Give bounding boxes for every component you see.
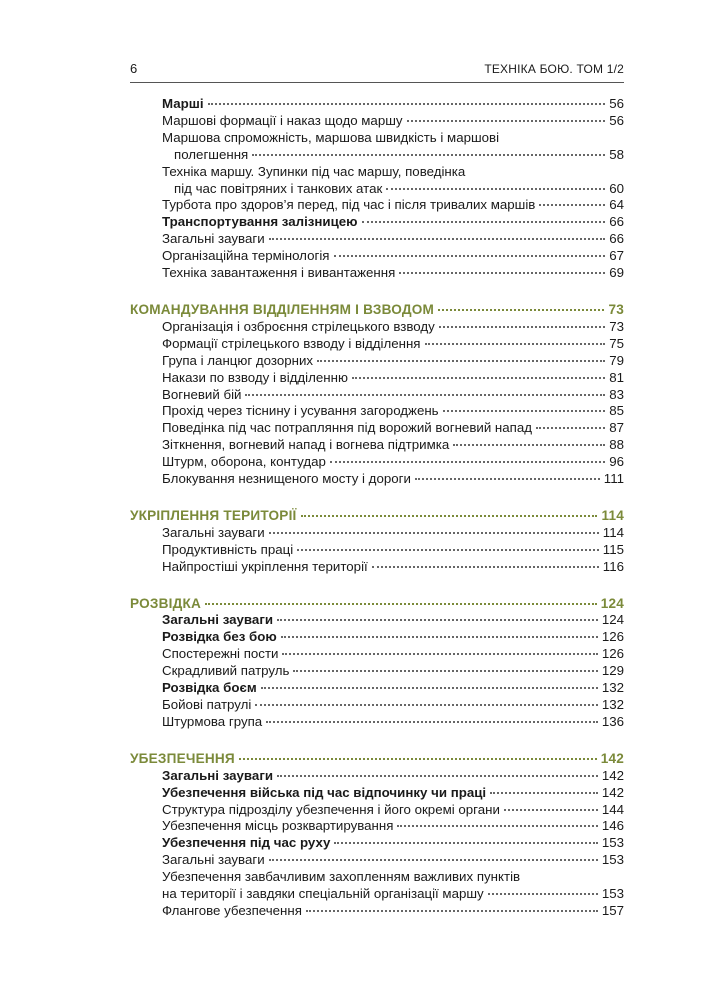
toc-entry-title: Штурм, оборона, контудар — [162, 454, 326, 470]
toc-entry — [130, 680, 624, 697]
toc-entry — [130, 852, 624, 869]
toc-entry-page: 79 — [609, 352, 624, 368]
toc-entry — [130, 768, 624, 785]
toc-entry-page: 60 — [609, 180, 624, 196]
leader-dots — [407, 119, 606, 122]
toc-entry-title: Турбота про здоров’я перед, під час і після тривалих маршів — [162, 197, 536, 213]
toc-entry-page: 56 — [609, 96, 624, 111]
toc-entry-page: 132 — [601, 697, 624, 712]
leader-dots — [255, 703, 597, 706]
leader-dots — [317, 359, 605, 362]
toc-entry-page: 75 — [609, 335, 624, 351]
toc-section — [130, 596, 624, 731]
toc-entry-page: 124 — [601, 612, 624, 628]
leader-dots — [397, 824, 597, 827]
toc-entry-title: Розвідка боєм — [162, 680, 257, 696]
toc-entry-page: 129 — [601, 663, 624, 679]
leader-dots — [266, 720, 598, 723]
toc-entry-page: 126 — [601, 646, 624, 662]
toc-entry-title: Найпростіші укріплення території — [162, 558, 368, 574]
toc-entry-title: Загальні зауваги — [162, 231, 265, 247]
toc-entry-title: Продуктивність праці — [162, 541, 294, 557]
toc-entry — [130, 663, 624, 680]
leader-dots — [239, 757, 597, 760]
toc-entry — [130, 353, 624, 370]
toc-entry-page: 73 — [609, 318, 624, 334]
toc-entry-page: 144 — [601, 801, 624, 817]
toc-entry-title: Флангове убезпечення — [162, 902, 302, 918]
toc-entry-title: Загальні зауваги — [162, 612, 274, 628]
toc-entry-title: Загальні зауваги — [162, 767, 274, 783]
toc-entry-title: Формації стрілецького взводу і відділення — [162, 335, 421, 351]
chapter-heading-title: КОМАНДУВАННЯ ВІДДІЛЕННЯМ І ВЗВОДОМ — [130, 301, 435, 317]
toc-entry — [130, 612, 624, 629]
toc-entry-title: Техніка завантаження і вивантаження — [162, 265, 396, 281]
toc-entry-title: Убезпечення війська під час відпочинку чи праці — [162, 784, 487, 800]
toc-entry-page: 66 — [609, 231, 624, 247]
leader-dots — [372, 565, 599, 568]
leader-dots — [438, 308, 604, 311]
toc-entry — [130, 542, 624, 559]
chapter-heading — [130, 751, 624, 768]
leader-dots — [301, 514, 598, 517]
leader-dots — [453, 443, 605, 446]
toc-entry-title: Накази по взводу і відділенню — [162, 369, 348, 385]
toc-entry — [130, 319, 624, 336]
toc-entry — [130, 437, 624, 454]
leader-dots — [277, 618, 598, 621]
toc-entry-page: 69 — [609, 265, 624, 281]
leader-dots — [362, 220, 606, 223]
toc-entry-page: 56 — [609, 112, 624, 128]
leader-dots — [205, 602, 597, 605]
toc-entry-title: Зіткнення, вогневий напад і вогнева підтримка — [162, 437, 450, 453]
toc-entry-title: Маршові формації і наказ щодо маршу — [162, 112, 403, 128]
toc-entry — [130, 265, 624, 282]
toc-section — [130, 508, 624, 576]
toc-entry-line: Маршова спроможність, маршова швидкість і маршові — [162, 129, 500, 145]
toc-entry — [130, 802, 624, 819]
table-of-contents — [130, 96, 624, 940]
toc-entry — [130, 629, 624, 646]
toc-entry-title: Штурмова група — [162, 713, 263, 729]
toc-entry — [130, 869, 624, 903]
toc-entry — [130, 387, 624, 404]
toc-section — [130, 96, 624, 282]
leader-dots — [281, 635, 598, 638]
leader-dots — [277, 774, 598, 777]
toc-entry-title: Бойові патрулі — [162, 697, 252, 712]
toc-section — [130, 751, 624, 920]
toc-entry — [130, 147, 624, 164]
toc-entry-title: полегшення — [174, 146, 249, 162]
toc-entry-page: 58 — [609, 146, 624, 162]
leader-dots — [297, 548, 599, 551]
toc-entry-page: 111 — [603, 471, 624, 487]
toc-entry — [130, 454, 624, 471]
toc-entry-title: Структура підрозділу убезпечення і його окремі органи — [162, 801, 500, 817]
toc-entry-title: Транспортування залізницею — [162, 214, 358, 230]
leader-dots — [330, 460, 605, 463]
toc-entry-title: Поведінка під час потрапляння під ворожий вогневий напад — [162, 420, 533, 436]
leader-dots — [269, 237, 606, 240]
leader-dots — [306, 909, 598, 912]
toc-entry-page: 142 — [601, 767, 624, 783]
toc-entry-title: Організаційна термінологія — [162, 248, 330, 264]
toc-entry-page: 153 — [601, 835, 624, 851]
leader-dots — [208, 102, 606, 105]
toc-entry-page: 64 — [609, 197, 624, 213]
toc-entry — [130, 886, 624, 903]
toc-entry-page: 85 — [609, 403, 624, 419]
toc-entry-page: 67 — [609, 248, 624, 264]
toc-entry-title: на території і завдяки спеціальній організації маршу — [162, 886, 484, 902]
toc-entry-line: Убезпечення завбачливим захопленням важливих пунктів — [162, 869, 521, 885]
toc-entry — [130, 197, 624, 214]
toc-entry-title: Убезпечення місць розквартирування — [162, 818, 394, 834]
toc-entry — [130, 164, 624, 198]
leader-dots — [399, 271, 605, 274]
toc-entry-page: 146 — [601, 818, 624, 834]
chapter-heading-page: 114 — [601, 507, 624, 523]
toc-entry-title: Загальні зауваги — [162, 852, 265, 868]
leader-dots — [443, 409, 606, 412]
toc-entry — [130, 113, 624, 130]
toc-entry-page: 132 — [601, 680, 624, 696]
leader-dots — [269, 531, 599, 534]
chapter-heading-page: 142 — [600, 750, 624, 766]
chapter-heading-title: РОЗВІДКА — [130, 595, 201, 611]
toc-entry — [130, 785, 624, 802]
toc-entry — [130, 525, 624, 542]
leader-dots — [386, 187, 605, 190]
toc-entry-title: під час повітряних і танкових атак — [174, 180, 383, 196]
leader-dots — [504, 808, 598, 811]
toc-entry — [130, 697, 624, 714]
toc-entry-page: 87 — [609, 420, 624, 436]
toc-entry-title: Убезпечення під час руху — [162, 835, 331, 851]
toc-entry-page: 116 — [602, 558, 624, 574]
toc-entry-page: 153 — [601, 852, 624, 868]
toc-entry-page: 88 — [609, 437, 624, 453]
toc-entry-title: Прохід через тіснину і усування загороджень — [162, 403, 439, 419]
page-number: 6 — [130, 61, 138, 76]
toc-entry — [130, 471, 624, 488]
chapter-heading-title: УКРІПЛЕННЯ ТЕРИТОРІЇ — [130, 507, 297, 523]
leader-dots — [293, 669, 597, 672]
toc-entry — [130, 646, 624, 663]
toc-entry — [130, 903, 624, 920]
leader-dots — [334, 254, 606, 257]
toc-section — [130, 302, 624, 488]
leader-dots — [415, 477, 600, 480]
leader-dots — [488, 892, 598, 895]
leader-dots — [536, 426, 605, 429]
leader-dots — [425, 342, 606, 345]
chapter-heading — [130, 302, 624, 319]
leader-dots — [334, 841, 597, 844]
toc-entry-title: Організація і озброєння стрілецького взводу — [162, 318, 435, 334]
toc-entry — [130, 214, 624, 231]
toc-entry — [130, 835, 624, 852]
toc-entry — [130, 714, 624, 731]
toc-entry — [130, 403, 624, 420]
toc-entry — [130, 231, 624, 248]
running-title: ТЕХНІКА БОЮ. ТОМ 1/2 — [484, 62, 624, 76]
leader-dots — [352, 376, 605, 379]
toc-entry-title: Блокування незнищеного мосту і дороги — [162, 471, 411, 487]
leader-dots — [252, 153, 605, 156]
toc-entry-page: 66 — [609, 214, 624, 230]
toc-entry-page: 114 — [602, 524, 624, 540]
chapter-heading — [130, 596, 624, 613]
toc-entry-title: Спостережні пости — [162, 646, 279, 662]
toc-entry-page: 126 — [601, 629, 624, 645]
toc-entry — [130, 181, 624, 198]
toc-entry-page: 136 — [601, 713, 624, 729]
toc-entry — [130, 248, 624, 265]
leader-dots — [490, 791, 598, 794]
toc-entry-title: Загальні зауваги — [162, 524, 265, 540]
toc-entry-title: Скрадливий патруль — [162, 663, 290, 679]
toc-entry-page: 96 — [609, 454, 624, 470]
leader-dots — [539, 203, 605, 206]
chapter-heading — [130, 508, 624, 525]
toc-entry-page: 83 — [609, 386, 624, 402]
toc-entry — [130, 96, 624, 113]
toc-entry-title: Марші — [162, 96, 204, 111]
chapter-heading-page: 124 — [600, 595, 624, 611]
toc-entry-title: Група і ланцюг дозорних — [162, 352, 314, 368]
leader-dots — [439, 325, 605, 328]
page-header — [130, 52, 624, 83]
leader-dots — [261, 686, 598, 689]
toc-entry — [130, 818, 624, 835]
toc-entry-title: Вогневий бій — [162, 386, 242, 402]
toc-entry-line: Техніка маршу. Зупинки під час маршу, поведінка — [162, 163, 466, 179]
leader-dots — [282, 652, 597, 655]
toc-entry — [130, 130, 624, 164]
toc-entry — [130, 420, 624, 437]
toc-entry — [130, 559, 624, 576]
toc-entry-title: Розвідка без бою — [162, 629, 277, 645]
toc-entry — [130, 370, 624, 387]
toc-entry-page: 81 — [609, 369, 624, 385]
leader-dots — [269, 858, 598, 861]
toc-entry-page: 142 — [601, 784, 624, 800]
chapter-heading-title: УБЕЗПЕЧЕННЯ — [130, 750, 235, 766]
leader-dots — [245, 393, 605, 396]
toc-entry-page: 115 — [602, 541, 624, 557]
toc-entry-page: 157 — [601, 902, 624, 918]
toc-entry — [130, 336, 624, 353]
chapter-heading-page: 73 — [608, 301, 624, 317]
toc-entry-page: 153 — [601, 886, 624, 902]
